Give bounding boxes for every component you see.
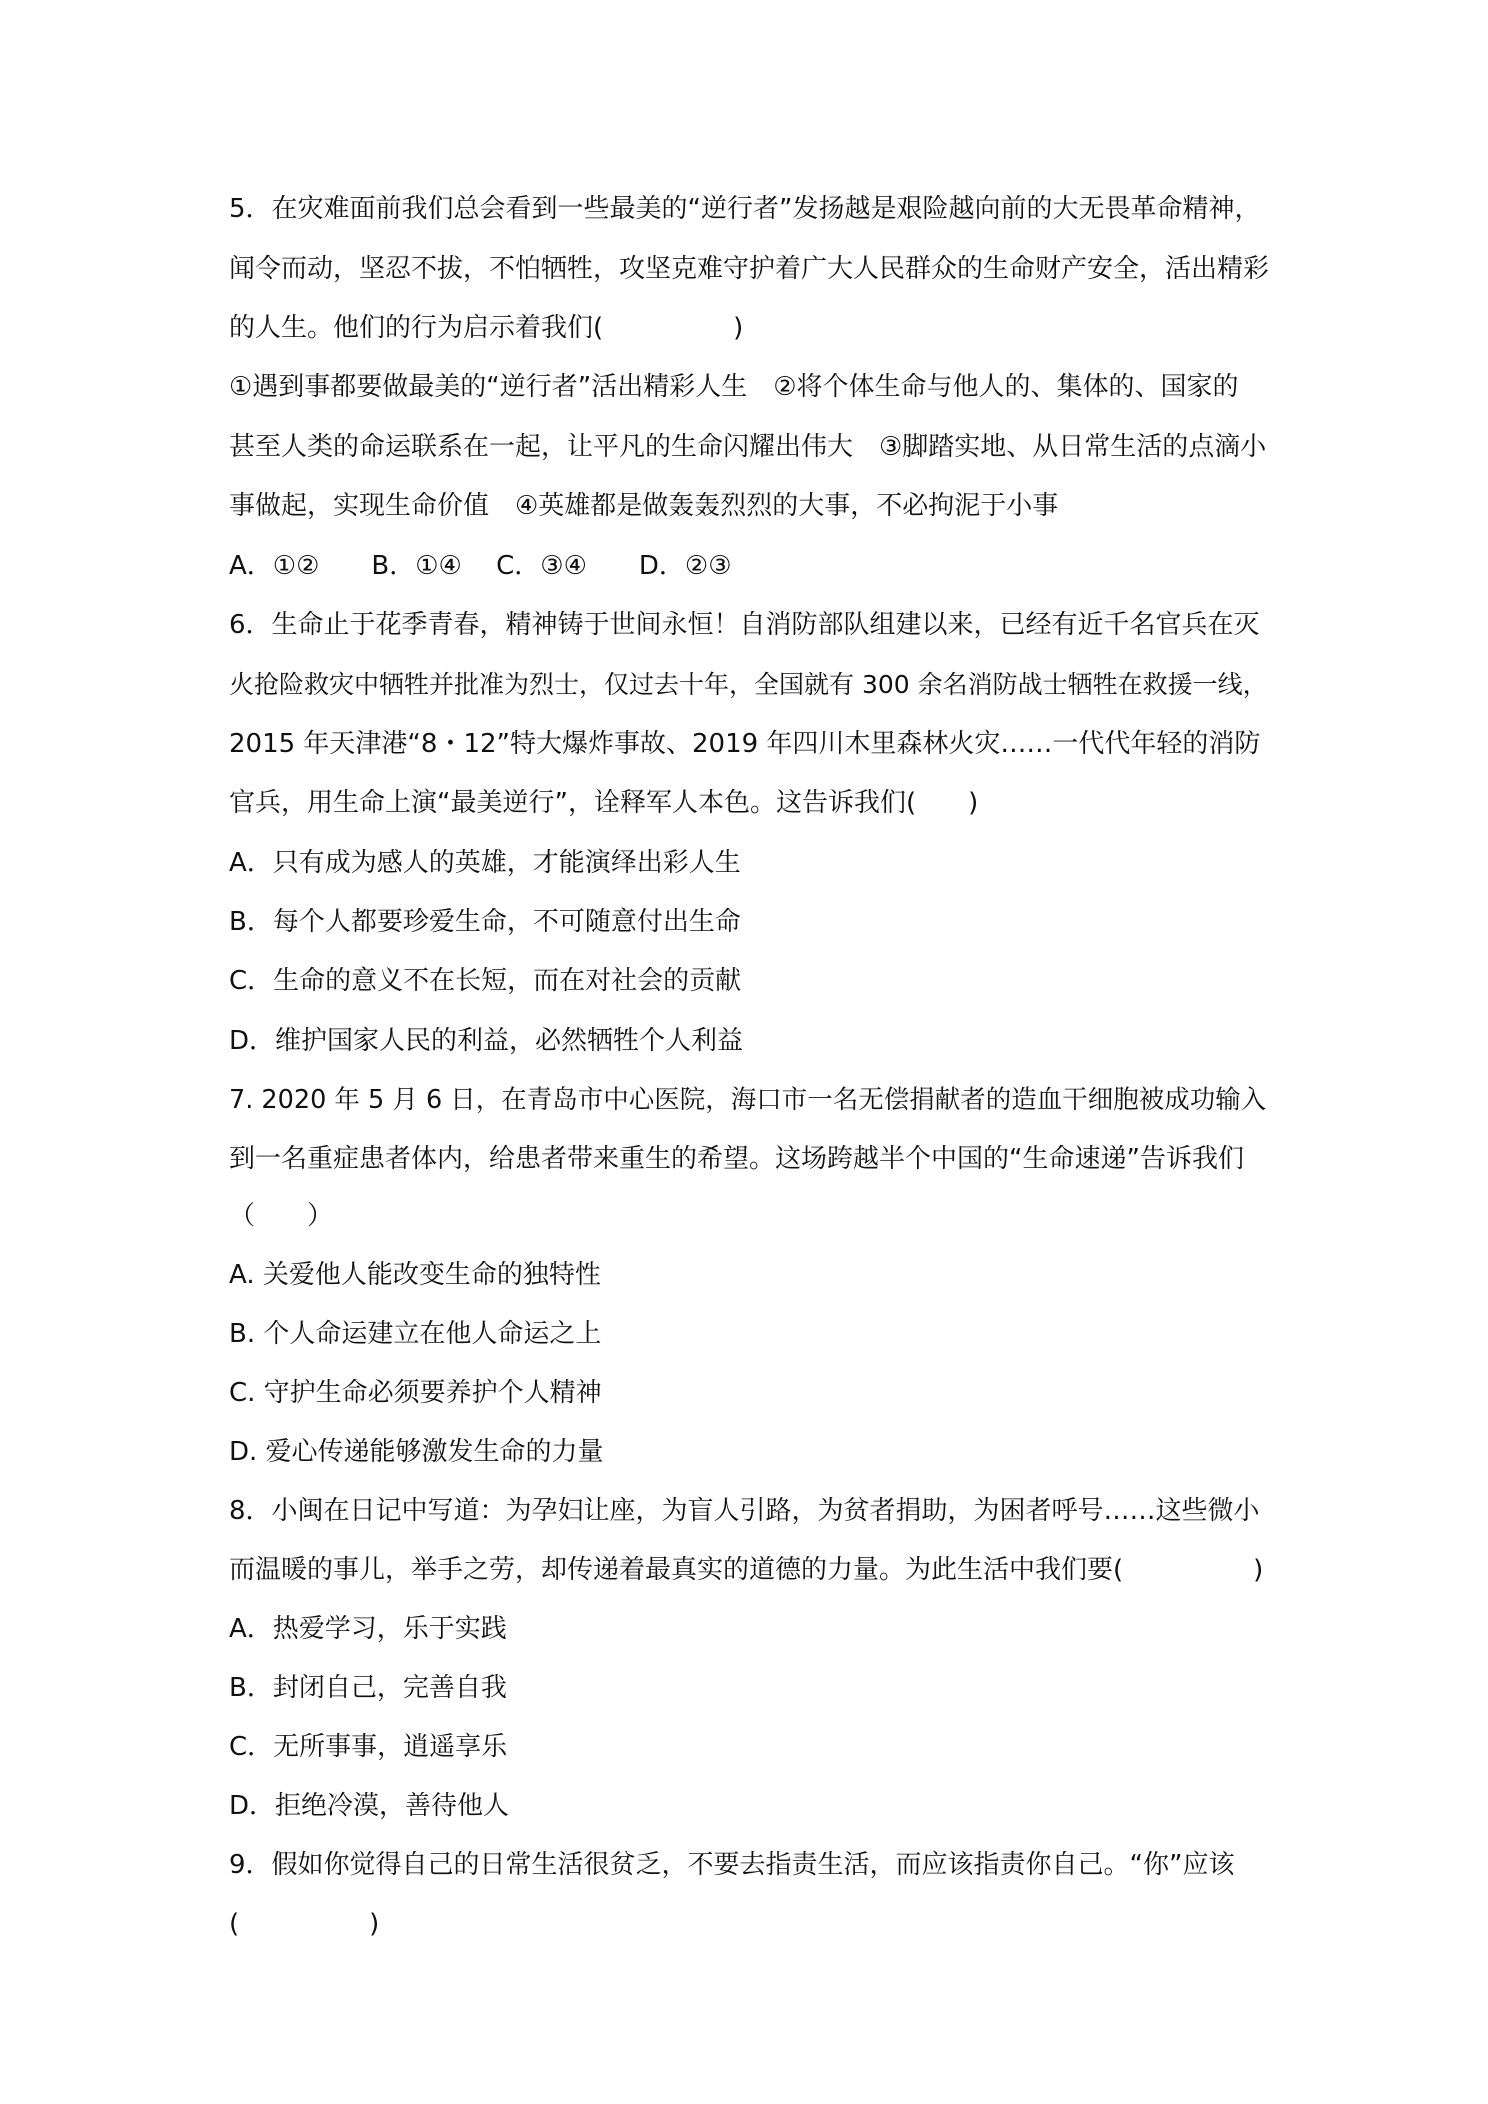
q9-stem-line: ( ) (229, 1909, 380, 1939)
q7-stem-line: 7. 2020 年 5 月 6 日，在青岛市中心医院，海口市一名无偿捐献者的造血干细胞被成功输入 (229, 1085, 1267, 1115)
q8-option-a: A．热爱学习，乐于实践 (229, 1614, 507, 1644)
q8-option-d: D．拒绝冷漠，善待他人 (229, 1791, 510, 1821)
q8-option-c: C．无所事事，逍遥享乐 (229, 1732, 508, 1762)
q8-stem-line: 8．小闽在日记中写道：为孕妇让座，为盲人引路，为贫者捐助，为困者呼号……这些微小 (229, 1496, 1260, 1526)
q7-stem-line: 到一名重症患者体内，给患者带来重生的希望。这场跨越半个中国的“生命速递”告诉我们 (229, 1144, 1244, 1174)
q6-option-a: A．只有成为感人的英雄，才能演绎出彩人生 (229, 848, 741, 878)
q7-option-a: A. 关爱他人能改变生命的独特性 (229, 1260, 601, 1290)
q6-option-c: C．生命的意义不在长短，而在对社会的贡献 (229, 966, 742, 996)
q5-stem-line: 的人生。他们的行为启示着我们( ) (229, 313, 744, 343)
q6-option-b: B．每个人都要珍爱生命，不可随意付出生命 (229, 907, 741, 937)
q6-stem-line: 6．生命止于花季青春，精神铸于世间永恒！自消防部队组建以来，已经有近千名官兵在灭 (229, 610, 1260, 640)
q7-stem-line: （ ） (229, 1201, 334, 1231)
q8-stem-line: 而温暖的事儿，举手之劳，却传递着最真实的道德的力量。为此生活中我们要( ) (229, 1555, 1264, 1585)
q5-stem-line: 5．在灾难面前我们总会看到一些最美的“逆行者”发扬越是艰险越向前的大无畏革命精神， (229, 194, 1261, 224)
q5-statement-line: 甚至人类的命运联系在一起，让平凡的生命闪耀出伟大 ③脚踏实地、从日常生活的点滴小 (229, 432, 1267, 462)
q5-options: A．①② B．①④ C．③④ D．②③ (229, 551, 732, 581)
q7-option-b: B. 个人命运建立在他人命运之上 (229, 1319, 602, 1349)
q5-stem-line: 闻令而动，坚忍不拔，不怕牺牲，攻坚克难守护着广大人民群众的生命财产安全，活出精彩 (229, 254, 1270, 284)
q5-statement-line: 事做起，实现生命价值 ④英雄都是做轰轰烈烈的大事，不必拘泥于小事 (229, 491, 1059, 521)
q6-stem-line: 2015 年天津港“8・12”特大爆炸事故、2019 年四川木里森林火灾……一代代年轻的消防 (229, 729, 1261, 759)
q8-option-b: B．封闭自己，完善自我 (229, 1673, 507, 1703)
q9-stem-line: 9．假如你觉得自己的日常生活很贫乏，不要去指责生活，而应该指责你自己。“你”应该 (229, 1850, 1235, 1880)
q6-stem-line: 官兵，用生命上演“最美逆行”，诠释军人本色。这告诉我们( ) (229, 788, 979, 818)
q6-stem-line: 火抢险救灾中牺牲并批准为烈士，仅过去十年，全国就有 300 余名消防战士牺牲在救援一线， (229, 670, 1268, 699)
q6-option-d: D．维护国家人民的利益，必然牺牲个人利益 (229, 1026, 744, 1056)
q7-option-d: D. 爱心传递能够激发生命的力量 (229, 1437, 604, 1467)
q5-statement-line: ①遇到事都要做最美的“逆行者”活出精彩人生 ②将个体生命与他人的、集体的、国家的 (229, 372, 1239, 402)
q7-option-c: C. 守护生命必须要养护个人精神 (229, 1378, 602, 1408)
